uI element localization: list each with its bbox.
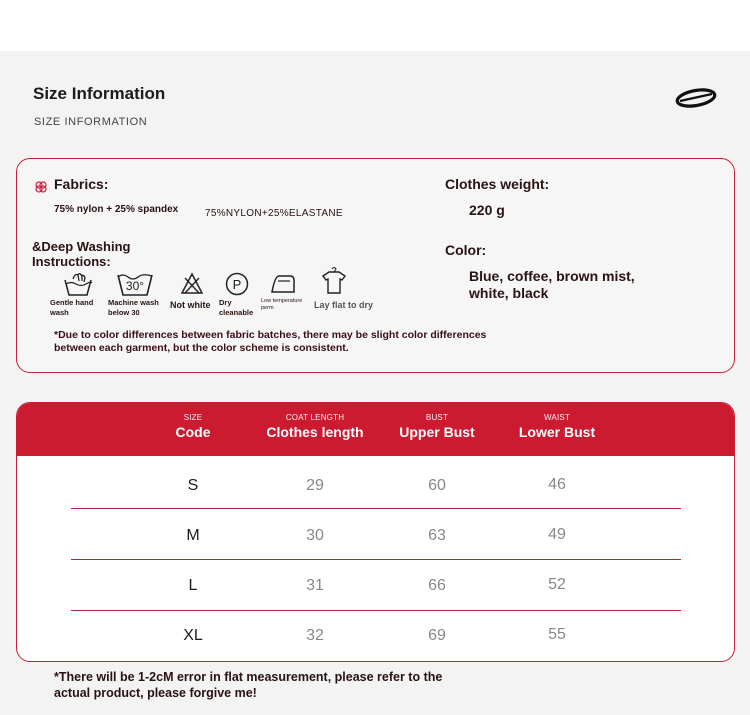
do-not-bleach-icon xyxy=(180,272,204,296)
washing-label: &Deep Washing Instructions: xyxy=(32,239,131,269)
care-dry-clean xyxy=(225,272,249,301)
table-row xyxy=(17,461,734,511)
care-label-machine-wash: Machine wash below 30 xyxy=(108,298,159,317)
cell-upper-bust: 60 xyxy=(428,477,446,494)
low-temperature-iron-icon xyxy=(269,272,297,296)
gentle-hand-wash-icon xyxy=(63,271,93,297)
measurement-footnote: *There will be 1-2cM error in flat measurement, please refer to the actual product, please forgive me! xyxy=(54,670,443,700)
svg-text:P: P xyxy=(232,277,242,292)
care-label-lay-flat: Lay flat to dry xyxy=(314,300,374,310)
page-subtitle: SIZE INFORMATION xyxy=(34,116,148,128)
fabric-info-card xyxy=(16,158,735,373)
cell-lower-bust: 46 xyxy=(548,476,566,493)
care-low-temp-iron xyxy=(269,272,297,301)
svg-text:30°: 30° xyxy=(125,279,145,293)
care-label-iron: Low temperature perm xyxy=(261,298,303,311)
fabrics-value: 75% nylon + 25% spandex xyxy=(54,204,179,215)
weight-label: Clothes weight: xyxy=(445,176,550,192)
care-lay-flat xyxy=(319,266,349,301)
table-row xyxy=(17,611,734,661)
color-value: Blue, coffee, brown mist, white, black xyxy=(469,268,635,301)
cell-upper-bust: 63 xyxy=(428,527,446,544)
cell-length: 29 xyxy=(306,477,324,494)
cell-length: 31 xyxy=(306,577,324,594)
cell-upper-bust: 69 xyxy=(428,627,446,644)
brand-logo-icon xyxy=(674,86,718,110)
cell-size: XL xyxy=(183,627,203,644)
color-label: Color: xyxy=(445,242,487,258)
cell-lower-bust: 49 xyxy=(548,526,566,543)
fabrics-code: 75%NYLON+25%ELASTANE xyxy=(205,208,343,219)
fabrics-label: Fabrics: xyxy=(54,176,109,192)
knot-icon xyxy=(35,181,47,193)
dry-clean-icon xyxy=(225,272,249,296)
row-divider xyxy=(71,559,681,560)
cell-upper-bust: 66 xyxy=(428,577,446,594)
lay-flat-to-dry-icon xyxy=(319,266,349,296)
cell-size: M xyxy=(186,527,200,544)
color-difference-note: *Due to color differences between fabric batches, there may be slight color differences between each garment, but the color scheme is consistent. xyxy=(54,329,487,354)
care-label-not-white: Not white xyxy=(170,300,211,310)
care-label-hand-wash: Gentle hand wash xyxy=(50,298,94,317)
care-label-dry-clean: Dry cleanable xyxy=(219,298,254,317)
row-divider xyxy=(71,508,681,509)
column-header-waist: WAIST Lower Bust xyxy=(518,413,596,440)
size-table-header xyxy=(17,403,734,456)
page-title: Size Information xyxy=(33,84,166,103)
table-row xyxy=(17,561,734,611)
column-header-coat-length: COAT LENGTH Clothes length xyxy=(266,413,364,440)
size-table xyxy=(16,402,735,662)
cell-length: 32 xyxy=(306,627,324,644)
weight-value: 220 g xyxy=(469,202,505,218)
column-header-size: SIZE Code xyxy=(175,413,211,440)
table-row xyxy=(17,511,734,561)
cell-length: 30 xyxy=(306,527,324,544)
cell-lower-bust: 52 xyxy=(548,576,566,593)
care-not-white xyxy=(180,272,204,301)
column-header-bust: BUST Upper Bust xyxy=(399,413,475,440)
cell-lower-bust: 55 xyxy=(548,626,566,643)
cell-size: S xyxy=(187,477,199,494)
cell-size: L xyxy=(188,577,198,594)
machine-wash-30-icon xyxy=(116,269,154,297)
